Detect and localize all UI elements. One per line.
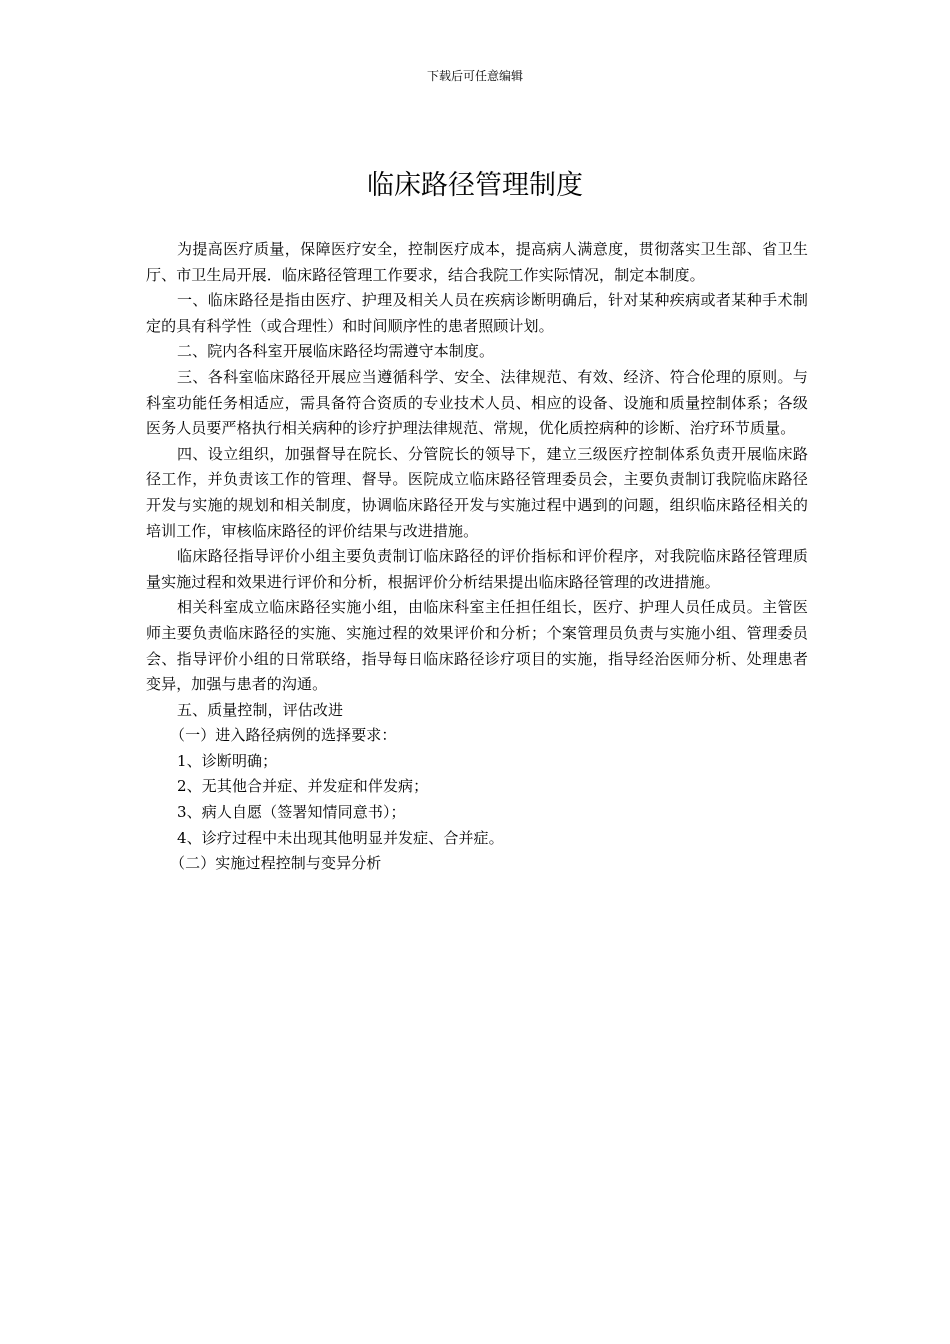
paragraph-guidance-group: 临床路径指导评价小组主要负责制订临床路径的评价指标和评价程序，对我院临床路径管理质量实施过程和效果进行评价和分析，根据评价分析结果提出临床路径管理的改进措施。 [146, 547, 808, 591]
list-item: 4、诊疗过程中未出现其他明显并发症、合并症。 [177, 828, 504, 847]
paragraph-implementation-group: 相关科室成立临床路径实施小组，由临床科室主任担任组长，医疗、护理人员任成员。主管医师主要负责临床路径的实施、实施过程的效果评价和分析；个案管理员负责与实施小组、管理委员会、指导评价小组的日常联络，指导每日临床路径诊疗项目的实施，指导经治医师分析、处理患者变异，加强与患者的沟通。 [146, 598, 808, 694]
paragraph-section-4: 四、设立组织，加强督导在院长、分管院长的领导下，建立三级医疗控制体系负责开展临床路径工作，并负责该工作的管理、督导。医院成立临床路径管理委员会，主要负责制订我院临床路径开发与实施的规划和相关制度，协调临床路径开发与实施过程中遇到的问题，组织临床路径相关的培训工作，审核临床路径的评价结果与改进措施。 [146, 444, 808, 540]
header-note: 下载后可任意编辑 [426, 69, 523, 83]
paragraph-intro: 为提高医疗质量，保障医疗安全，控制医疗成本，提高病人满意度，贯彻落实卫生部、省卫生厅、市卫生局开展．临床路径管理工作要求，结合我院工作实际情况，制定本制度。 [146, 240, 808, 284]
document-title: 临床路径管理制度 [367, 170, 583, 201]
list-item: 3、病人自愿（签署知情同意书）； [177, 803, 406, 822]
subheading-selection: （一）进入路径病例的选择要求： [170, 726, 397, 745]
list-item: 2、无其他合并症、并发症和伴发病； [177, 777, 429, 796]
paragraph-section-1: 一、临床路径是指由医疗、护理及相关人员在疾病诊断明确后，针对某种疾病或者某种手术制定的具有科学性（或合理性）和时间顺序性的患者照顾计划。 [146, 291, 808, 335]
document-body [146, 237, 808, 877]
subheading-process-control: （二）实施过程控制与变异分析 [170, 854, 382, 873]
list-item: 1、诊断明确； [177, 751, 278, 770]
paragraph-section-2: 二、院内各科室开展临床路径均需遵守本制度。 [177, 342, 495, 361]
paragraph-section-3: 三、各科室临床路径开展应当遵循科学、安全、法律规范、有效、经济、符合伦理的原则。与科室功能任务相适应，需具备符合资质的专业技术人员、相应的设备、设施和质量控制体系；各级医务人员要严格执行相关病种的诊疗护理法律规范、常规，优化质控病种的诊断、治疗环节质量。 [146, 367, 808, 438]
paragraph-section-5: 五、质量控制，评估改进 [177, 700, 344, 719]
